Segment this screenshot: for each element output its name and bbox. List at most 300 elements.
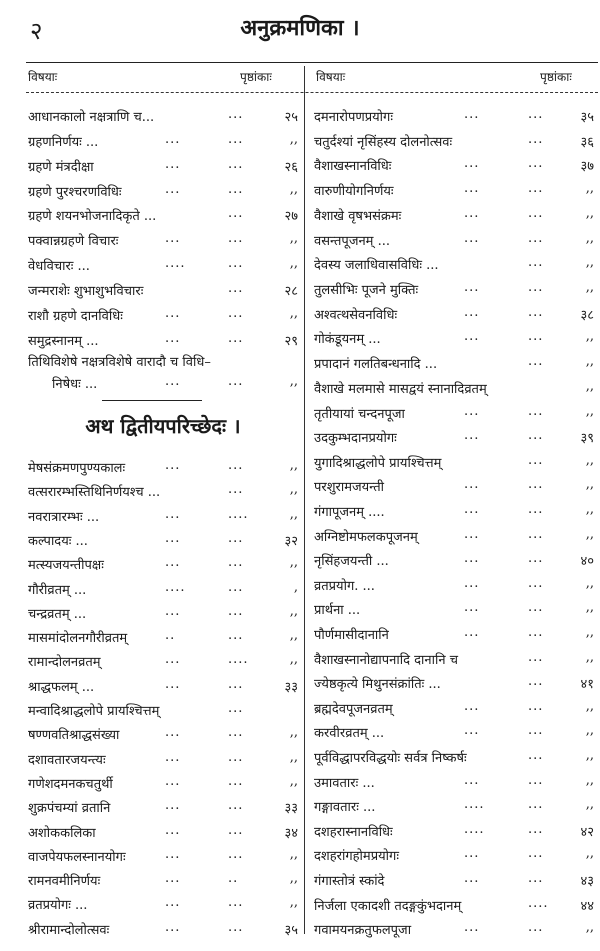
index-entry xyxy=(314,231,596,253)
page-number-ref: ४० xyxy=(580,554,594,569)
leader-dots: ... xyxy=(228,132,244,147)
entry-title: जन्मराशेः शुभाशुभविचारः xyxy=(28,284,144,299)
entry-title: पूर्वविद्धापरविद्धयोः सर्वत्र निष्कर्षः xyxy=(314,751,467,766)
page-number-ref: ,, xyxy=(585,379,594,394)
leader-dots: ... xyxy=(165,774,181,789)
header-right-subject: विषयाः xyxy=(316,70,346,84)
page-number-ref: ३४ xyxy=(284,826,298,841)
page-number-ref: ,, xyxy=(289,132,298,147)
leader-dots: ... xyxy=(464,329,480,344)
index-entry xyxy=(314,329,596,351)
page-number-ref: ४१ xyxy=(580,677,594,692)
page-number-ref: ,, xyxy=(289,628,298,643)
section-divider xyxy=(102,400,202,401)
entry-title: आधानकालो नक्षत्राणि च... xyxy=(28,110,155,125)
leader-dots: ... xyxy=(228,725,244,740)
page-number-ref: ३६ xyxy=(580,135,594,150)
leader-dots: ... xyxy=(528,329,544,344)
leader-dots: ... xyxy=(228,677,244,692)
index-entry xyxy=(28,352,298,374)
entry-title: गंगापूजनम् .... xyxy=(314,505,385,520)
entry-title: रामनवमीनिर्णयः xyxy=(28,874,101,889)
page-number-ref: ३७ xyxy=(580,159,594,174)
leader-dots: ... xyxy=(528,206,544,221)
leader-dots: ... xyxy=(464,231,480,246)
page-number-ref: ,, xyxy=(289,750,298,765)
index-entry xyxy=(314,428,596,450)
page-number-ref: ,, xyxy=(585,846,594,861)
entry-title: वैशाखस्नानोद्यापनादि दानानि च xyxy=(314,653,458,668)
page-number-ref: ,, xyxy=(585,206,594,221)
page-number-ref: ,, xyxy=(289,725,298,740)
index-entry xyxy=(314,797,596,819)
entry-title: दशहरांगहोमप्रयोगः xyxy=(314,849,399,864)
page-number-ref: ,, xyxy=(289,374,298,389)
leader-dots: ... xyxy=(165,798,181,813)
page-number-ref: ,, xyxy=(289,231,298,246)
index-entry xyxy=(314,354,596,376)
index-entry xyxy=(314,404,596,426)
leader-dots: ... xyxy=(528,502,544,517)
index-entry xyxy=(28,604,298,626)
page-number-ref: ,, xyxy=(585,699,594,714)
leader-dots: ... xyxy=(165,306,181,321)
index-entry xyxy=(28,107,298,129)
entry-title: वेधविचारः ... xyxy=(28,259,90,274)
entry-title: ग्रहणनिर्णयः ... xyxy=(28,135,99,150)
page-title: अनुक्रमणिका । xyxy=(240,15,360,41)
leader-dots: ... xyxy=(228,798,244,813)
entry-title: अशोककलिका xyxy=(28,826,96,841)
leader-dots: .... xyxy=(464,797,485,812)
entry-title: चन्द्रव्रतम् ... xyxy=(28,607,87,622)
index-entry xyxy=(28,823,298,845)
index-entry xyxy=(28,920,298,942)
index-entry xyxy=(314,748,596,770)
leader-dots: ... xyxy=(165,823,181,838)
page-number-ref: ,, xyxy=(585,600,594,615)
leader-dots: .... xyxy=(528,896,549,911)
page-number-ref: ,, xyxy=(585,404,594,419)
index-entry xyxy=(28,725,298,747)
leader-dots: ... xyxy=(165,920,181,935)
entry-title: गंगास्तोत्रं स्कांदे xyxy=(314,874,385,889)
index-entry xyxy=(314,156,596,178)
index-entry xyxy=(28,774,298,796)
index-entry-continuation xyxy=(28,374,298,396)
leader-dots: ... xyxy=(528,231,544,246)
entry-title: वारुणीयोगनिर्णयः xyxy=(314,184,394,199)
leader-dots: ... xyxy=(464,625,480,640)
entry-title: रामान्दोलनव्रतम् xyxy=(28,655,101,670)
leader-dots: ... xyxy=(464,107,480,122)
leader-dots: ... xyxy=(165,895,181,910)
index-entry xyxy=(28,281,298,303)
entry-title: षण्णवतिश्राद्धसंख्या xyxy=(28,728,120,743)
index-entry xyxy=(28,677,298,699)
entry-title: उदकुम्भदानप्रयोगः xyxy=(314,431,397,446)
entry-title: श्राद्धफलम् ... xyxy=(28,680,95,695)
leader-dots: ... xyxy=(165,725,181,740)
entry-title: ग्रहणे पुरश्चरणविधिः xyxy=(28,185,122,200)
leader-dots: ... xyxy=(528,650,544,665)
page-number-ref: ,, xyxy=(289,652,298,667)
entry-title: पौर्णमासीदानानि xyxy=(314,628,389,643)
page-number-ref: ,, xyxy=(289,182,298,197)
entry-title: तृतीयायां चन्दनपूजा xyxy=(314,407,405,422)
leader-dots: ... xyxy=(165,871,181,886)
page-number-ref: ,, xyxy=(585,329,594,344)
page-number-ref: ,, xyxy=(585,748,594,763)
page-number-ref: ,, xyxy=(585,797,594,812)
leader-dots: ... xyxy=(528,822,544,837)
page-number-ref: ३५ xyxy=(284,923,298,938)
index-entry xyxy=(28,580,298,602)
index-entry xyxy=(28,798,298,820)
leader-dots: ... xyxy=(165,132,181,147)
index-entry xyxy=(314,132,596,154)
entry-title: वैशाखे मलमासे मासद्वयं स्नानादिव्रतम् xyxy=(314,382,487,397)
page-number-ref: २६ xyxy=(284,160,298,175)
leader-dots: ... xyxy=(464,773,480,788)
entry-title: निर्जला एकादशी तदङ्गकुंभदानम् xyxy=(314,899,462,914)
index-entry xyxy=(314,920,596,942)
leader-dots: ... xyxy=(464,600,480,615)
index-entry xyxy=(28,132,298,154)
index-entry xyxy=(314,255,596,277)
column-divider xyxy=(304,66,305,934)
index-entry xyxy=(28,750,298,772)
page-number-ref: ,, xyxy=(289,482,298,497)
leader-dots: .... xyxy=(165,256,186,271)
leader-dots: ... xyxy=(528,846,544,861)
leader-dots: ... xyxy=(165,157,181,172)
leader-dots: ... xyxy=(464,871,480,886)
entry-title: व्रतप्रयोग. ... xyxy=(314,579,375,594)
entry-title: करवीरव्रतम् ... xyxy=(314,726,385,741)
leader-dots: ... xyxy=(464,699,480,714)
header-right-page: पृष्ठांकाः xyxy=(540,70,572,84)
entry-title: पक्वान्नग्रहणे विचारः xyxy=(28,234,119,249)
leader-dots: ... xyxy=(528,748,544,763)
leader-dots: ... xyxy=(228,628,244,643)
leader-dots: ... xyxy=(165,604,181,619)
index-entry xyxy=(314,527,596,549)
leader-dots: ... xyxy=(528,674,544,689)
leader-dots: ... xyxy=(464,404,480,419)
index-entry xyxy=(28,555,298,577)
page-number-ref: ,, xyxy=(289,604,298,619)
page-number-ref: ३२ xyxy=(284,534,298,549)
leader-dots: ... xyxy=(228,374,244,389)
index-entry xyxy=(28,231,298,253)
page-number-ref: ,, xyxy=(289,871,298,886)
index-entry xyxy=(28,531,298,553)
leader-dots: ... xyxy=(528,156,544,171)
index-entry xyxy=(314,379,596,401)
index-entry xyxy=(314,576,596,598)
page-number-ref: ,, xyxy=(289,507,298,522)
index-entry xyxy=(314,650,596,672)
leader-dots: ... xyxy=(528,181,544,196)
page-number-ref: ३८ xyxy=(580,308,594,323)
leader-dots: ... xyxy=(228,231,244,246)
page-number-ref: ३३ xyxy=(284,801,298,816)
page-number-ref: ,, xyxy=(289,847,298,862)
entry-title: श्रीरामान्दोलोत्सवः xyxy=(28,923,110,938)
index-entry xyxy=(314,822,596,844)
entry-title: वैशाखे वृषभसंक्रमः xyxy=(314,209,402,224)
page-number-ref: ३५ xyxy=(580,110,594,125)
leader-dots: ... xyxy=(464,477,480,492)
leader-dots: ... xyxy=(528,404,544,419)
index-entry xyxy=(314,551,596,573)
leader-dots: ... xyxy=(528,600,544,615)
leader-dots: ... xyxy=(228,256,244,271)
leader-dots: ... xyxy=(464,305,480,320)
index-entry xyxy=(314,846,596,868)
entry-title: अग्निष्टोमफलकपूजनम् xyxy=(314,530,418,545)
entry-title: गौरीव्रतम् ... xyxy=(28,583,87,598)
leader-dots: ... xyxy=(228,823,244,838)
page-number-ref: २९ xyxy=(284,334,298,349)
entry-title: वैशाखस्नानविधिः xyxy=(314,159,392,174)
index-entry xyxy=(314,625,596,647)
index-entry xyxy=(28,482,298,504)
leader-dots: .. xyxy=(228,871,239,886)
leader-dots: ... xyxy=(165,182,181,197)
header-bottom-rule xyxy=(26,92,598,93)
entry-title: गोकंडूयनम् ... xyxy=(314,332,381,347)
index-entry xyxy=(314,181,596,203)
index-entry xyxy=(28,701,298,723)
leader-dots: ... xyxy=(528,773,544,788)
entry-title: तिथिविशेषे नक्षत्रविशेषे वारादौ च विधि– xyxy=(28,355,211,370)
entry-title: मत्स्यजयन्तीपक्षः xyxy=(28,558,104,573)
leader-dots: ... xyxy=(228,895,244,910)
index-entry xyxy=(28,871,298,893)
entry-title: शुक्रपंचम्यां व्रतानि xyxy=(28,801,111,816)
leader-dots: ... xyxy=(464,502,480,517)
leader-dots: ... xyxy=(528,551,544,566)
index-entry xyxy=(28,182,298,204)
entry-title: चतुर्दश्यां नृसिंहस्य दोलनोत्सवः xyxy=(314,135,453,150)
page-number-ref: ,, xyxy=(289,458,298,473)
leader-dots: ... xyxy=(464,181,480,196)
leader-dots: ... xyxy=(165,750,181,765)
leader-dots: ... xyxy=(165,531,181,546)
leader-dots: ... xyxy=(528,305,544,320)
leader-dots: ... xyxy=(528,107,544,122)
leader-dots: ... xyxy=(528,723,544,738)
leader-dots: ... xyxy=(464,428,480,443)
leader-dots: ... xyxy=(464,846,480,861)
leader-dots: ... xyxy=(228,847,244,862)
index-entry xyxy=(314,107,596,129)
index-entry xyxy=(314,674,596,696)
leader-dots: ... xyxy=(228,182,244,197)
leader-dots: ... xyxy=(228,920,244,935)
entry-title: दशहरास्नानविधिः xyxy=(314,825,393,840)
entry-title: युगादिश्राद्धलोपे प्रायश्चित्तम् xyxy=(314,456,442,471)
entry-title: तुलसीभिः पूजने मुक्तिः xyxy=(314,283,419,298)
leader-dots: ... xyxy=(528,280,544,295)
leader-dots: ... xyxy=(464,280,480,295)
entry-title: कल्पादयः ... xyxy=(28,534,88,549)
page-number-ref: २५ xyxy=(284,110,298,125)
page-number-ref: ३९ xyxy=(580,431,594,446)
index-entry xyxy=(28,331,298,353)
leader-dots: ... xyxy=(228,580,244,595)
entry-title: गवामयनक्रतुफलपूजा xyxy=(314,923,412,938)
leader-dots: ... xyxy=(165,331,181,346)
page-number-ref: ,, xyxy=(585,920,594,935)
page-number-ref: ,, xyxy=(585,650,594,665)
index-entry xyxy=(28,206,298,228)
leader-dots: ... xyxy=(165,652,181,667)
leader-dots: ... xyxy=(528,354,544,369)
index-entry xyxy=(314,699,596,721)
entry-title: ब्रह्मदेवपूजनव्रतम् xyxy=(314,702,393,717)
header-left-subject: विषयाः xyxy=(28,70,58,84)
leader-dots: ... xyxy=(228,750,244,765)
leader-dots: ... xyxy=(528,255,544,270)
leader-dots: ... xyxy=(165,458,181,473)
leader-dots: ... xyxy=(528,527,544,542)
entry-title: ग्रहणे मंत्रदीक्षा xyxy=(28,160,94,175)
leader-dots: ... xyxy=(528,699,544,714)
leader-dots: ... xyxy=(228,306,244,321)
entry-title: व्रतप्रयोगः ... xyxy=(28,898,88,913)
header-top-rule xyxy=(26,62,598,63)
entry-title: ज्येष्ठकृत्ये मिथुनसंक्रांतिः ... xyxy=(314,677,441,692)
entry-title: परशुरामजयन्ती xyxy=(314,480,384,495)
page-number-ref: ,, xyxy=(585,181,594,196)
page-number-ref: ,, xyxy=(585,280,594,295)
page-number-ref: ,, xyxy=(585,255,594,270)
leader-dots: ... xyxy=(528,920,544,935)
entry-title: गणेशदमनकचतुर्थी xyxy=(28,777,113,792)
entry-title: प्रार्थना ... xyxy=(314,603,361,618)
page-number-ref: ,, xyxy=(585,354,594,369)
index-entry xyxy=(314,477,596,499)
leader-dots: .... xyxy=(228,507,249,522)
index-entry xyxy=(314,773,596,795)
entry-title: वसन्तपूजनम् ... xyxy=(314,234,390,249)
page-number-ref: ,, xyxy=(289,774,298,789)
page-number-ref: ,, xyxy=(289,306,298,321)
leader-dots: .... xyxy=(464,822,485,837)
entry-title: वत्सरारम्भस्तिथिनिर्णयश्च ... xyxy=(28,485,161,500)
page-number-ref: ४४ xyxy=(580,899,594,914)
leader-dots: ... xyxy=(528,428,544,443)
entry-title: उमावतारः ... xyxy=(314,776,375,791)
leader-dots: ... xyxy=(165,231,181,246)
leader-dots: ... xyxy=(464,551,480,566)
entry-title: वाजपेयफलस्नानयोगः xyxy=(28,850,126,865)
index-entry xyxy=(28,507,298,529)
leader-dots: ... xyxy=(165,374,181,389)
page-number-ref: ,, xyxy=(585,231,594,246)
entry-title: मासमांदोलनगौरीव्रतम् xyxy=(28,631,128,646)
page-number-ref: ,, xyxy=(585,527,594,542)
leader-dots: ... xyxy=(464,576,480,591)
leader-dots: ... xyxy=(464,206,480,221)
leader-dots: .... xyxy=(228,652,249,667)
page-number-ref: ,, xyxy=(585,477,594,492)
header-left-page: पृष्ठांकाः xyxy=(240,70,272,84)
index-entry xyxy=(314,453,596,475)
entry-title: नवरात्रारम्भः ... xyxy=(28,510,100,525)
leader-dots: ... xyxy=(464,920,480,935)
page-number-ref: ,, xyxy=(585,773,594,788)
index-entry xyxy=(28,895,298,917)
index-entry xyxy=(314,206,596,228)
leader-dots: ... xyxy=(228,482,244,497)
leader-dots: ... xyxy=(528,871,544,886)
leader-dots: ... xyxy=(165,677,181,692)
index-entry xyxy=(314,305,596,327)
leader-dots: ... xyxy=(464,527,480,542)
page-number-ref: ,, xyxy=(585,502,594,517)
index-entry xyxy=(314,896,596,918)
index-entry xyxy=(314,280,596,302)
entry-title: अश्वत्थसेवनविधिः xyxy=(314,308,398,323)
index-entry xyxy=(28,458,298,480)
leader-dots: ... xyxy=(228,206,244,221)
page-number-ref: २७ xyxy=(284,209,298,224)
leader-dots: ... xyxy=(228,774,244,789)
entry-title: देवस्य जलाधिवासविधिः ... xyxy=(314,258,439,273)
index-entry xyxy=(314,871,596,893)
leader-dots: ... xyxy=(228,604,244,619)
entry-title: समुद्रस्नानम् ... xyxy=(28,334,99,349)
entry-title: गङ्गावतारः ... xyxy=(314,800,376,815)
page-number-ref: ,, xyxy=(289,555,298,570)
entry-title: निषेधः ... xyxy=(52,377,98,392)
page-number-ref: ,, xyxy=(585,453,594,468)
entry-title: नृसिंहजयन्ती ... xyxy=(314,554,389,569)
leader-dots: ... xyxy=(528,477,544,492)
leader-dots: ... xyxy=(228,458,244,473)
page-number-ref: ३३ xyxy=(284,680,298,695)
entry-title: दमनारोपणप्रयोगः xyxy=(314,110,393,125)
entry-title: प्रपादानं गलतिबन्धनादि ... xyxy=(314,357,438,372)
page-number-ref: ,, xyxy=(585,723,594,738)
leader-dots: ... xyxy=(228,157,244,172)
page-number-ref: ४३ xyxy=(580,874,594,889)
index-entry xyxy=(28,306,298,328)
leader-dots: ... xyxy=(464,156,480,171)
page-number-ref: ,, xyxy=(585,576,594,591)
leader-dots: ... xyxy=(528,132,544,147)
entry-title: ग्रहणे शयनभोजनादिकृते ... xyxy=(28,209,157,224)
entry-title: मन्वादिश्राद्धलोपे प्रायश्चित्तम् xyxy=(28,704,160,719)
leader-dots: ... xyxy=(165,847,181,862)
entry-title: दशावतारजयन्त्यः xyxy=(28,753,106,768)
leader-dots: ... xyxy=(228,531,244,546)
page-number: २ xyxy=(30,17,43,45)
leader-dots: ... xyxy=(228,281,244,296)
leader-dots: ... xyxy=(165,555,181,570)
leader-dots: ... xyxy=(165,507,181,522)
index-entry xyxy=(314,723,596,745)
page-number-ref: ,, xyxy=(289,895,298,910)
leader-dots: ... xyxy=(464,723,480,738)
page-number-ref: २८ xyxy=(284,284,298,299)
leader-dots: .. xyxy=(165,628,176,643)
index-entry xyxy=(28,256,298,278)
